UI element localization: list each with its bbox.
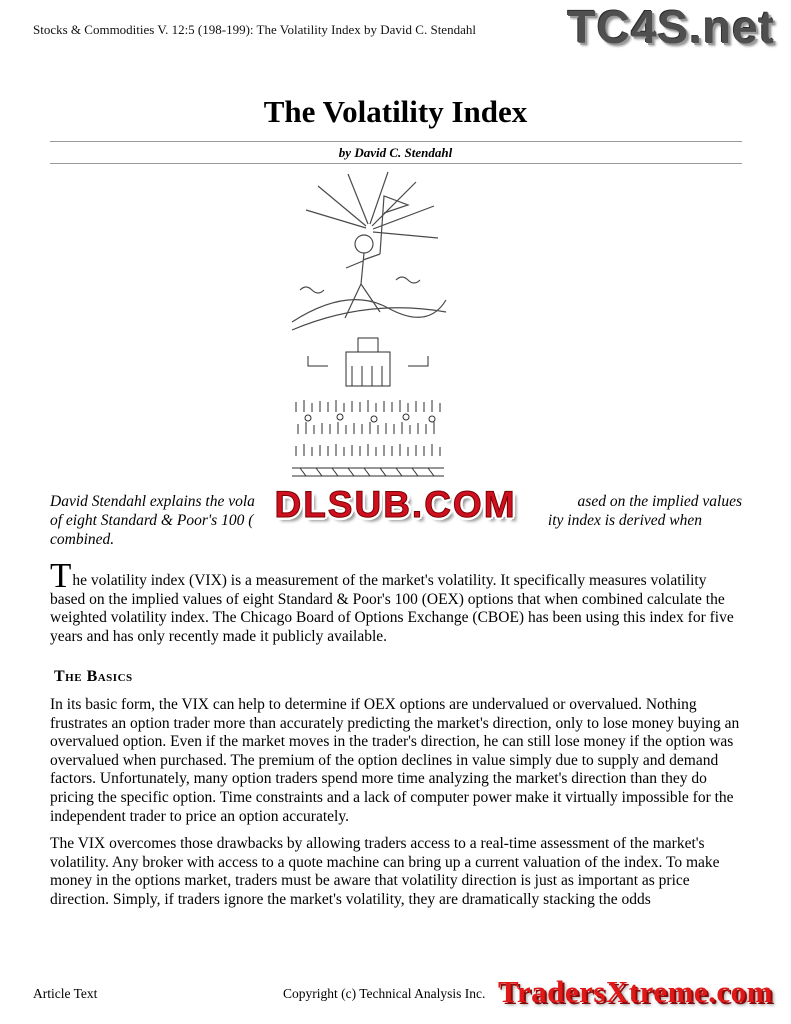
article-body — [50, 556, 742, 910]
abstract-line-3: combined. — [50, 531, 115, 548]
divider-bottom — [50, 163, 742, 164]
header-citation: Stocks & Commodities V. 12:5 (198-199): The Volatility Index by David C. Stendahl — [33, 22, 476, 37]
intro-paragraph — [50, 556, 742, 646]
dlsub-watermark: DLSUB.COM — [274, 484, 517, 525]
article-illustration — [288, 168, 448, 490]
page-title: The Volatility Index — [263, 94, 528, 129]
abstract-line-2-start: of eight Standard & Poor's 100 ( — [50, 512, 254, 529]
abstract-line-1-start: David Stendahl explains the vola — [50, 493, 255, 510]
abstract-line-2-end: ity index is derived when — [547, 512, 702, 529]
abstract-line-1-end: ased on the implied values — [577, 493, 742, 510]
tc4s-site-logo[interactable]: TC4S.net — [567, 1, 775, 53]
divider-top — [50, 141, 742, 142]
sketch-illustration-svg — [288, 168, 448, 490]
tradersxtreme-logo[interactable]: TradersXtreme.com — [497, 974, 773, 1009]
section-heading-the-basics: The Basics — [54, 668, 133, 686]
body-paragraph-1: In its basic form, the VIX can help to determine if OEX options are undervalued or overvalued. Nothing frustrates an option trader more than accurately predicting the market's direction, only to lose money buying an overvalued option. Even if the market moves in the trader's direction, he can still lose money if the option was overvalued when purchased. The premium of the option declines in value simply due to supply and demand factors. Unfortunately, many option traders spend more time analyzing the market's direction than they do pricing the specific option. Time constraints and a lack of computer power make it virtually impossible for the independent trader to price an option accurately. — [50, 695, 740, 825]
byline: by David C. Stendahl — [338, 145, 453, 160]
intro-text: he volatility index (VIX) is a measurement of the market's volatility. It specifically measures volatility based on the implied values of eight Standard & Poor's 100 (OEX) options that when combined calculate the weighted volatility index. The Chicago Board of Options Exchange (CBOE) has been using this index for five years and has only recently made it publicly available. — [50, 572, 734, 645]
body-paragraph-2: The VIX overcomes those drawbacks by allowing traders access to a real-time assessment of the market's volatility. Any broker with access to a quote machine can bring up a current valuation of the index. To make money in the options market, traders must be aware that volatility direction is just as important as price direction. Simply, if traders ignore the market's volatility, they are dramatically stacking the odds — [50, 835, 720, 908]
footer-copyright: Copyright (c) Technical Analysis Inc. — [283, 986, 486, 1001]
footer-article-text-label: Article Text — [33, 986, 98, 1001]
dropcap-letter: T — [50, 556, 72, 595]
